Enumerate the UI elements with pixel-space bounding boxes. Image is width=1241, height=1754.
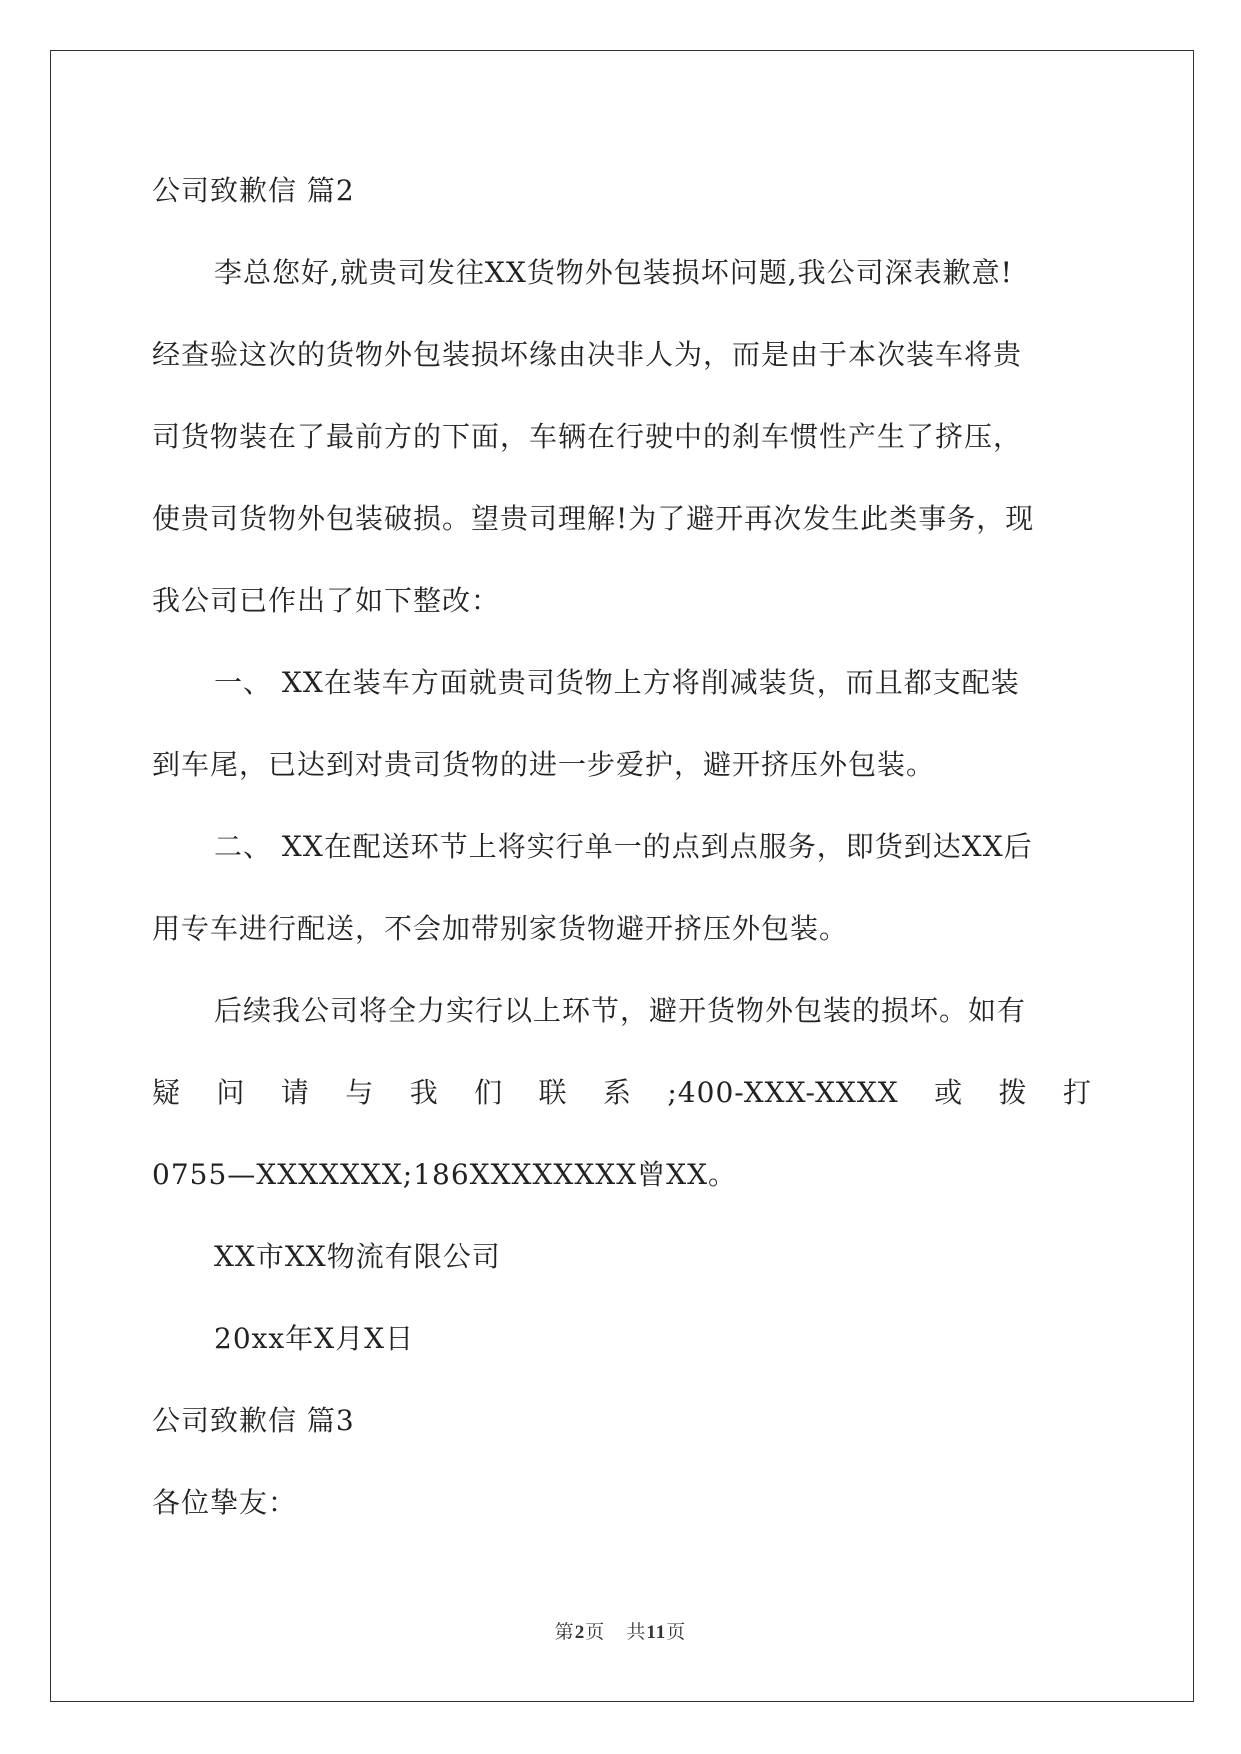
footer-page-suffix: 页 — [585, 1621, 606, 1643]
list-item-1: 一、 XX在装车方面就贵司货物上方将削减装货，而且都支配装 — [214, 666, 1020, 699]
contact-word: 联 — [538, 1076, 568, 1109]
contact-word: 我 — [409, 1076, 439, 1109]
section-heading-3: 公司致歉信 篇3 — [152, 1404, 355, 1437]
contact-word: 拨 — [998, 1076, 1028, 1109]
paragraph-line: 经查验这次的货物外包装损坏缘由决非人为，而是由于本次装车将贵 — [152, 338, 1023, 371]
contact-word: 请 — [280, 1076, 310, 1109]
contact-word: 与 — [345, 1076, 375, 1109]
section-heading-2: 公司致歉信 篇2 — [152, 174, 355, 207]
contact-word: 或 — [934, 1076, 964, 1109]
contact-line — [152, 1067, 1092, 1149]
contact-word: 系 — [602, 1076, 632, 1109]
total-pages: 11 — [646, 1622, 667, 1643]
footer-total-prefix: 共 — [626, 1621, 647, 1643]
contact-word: 问 — [216, 1076, 246, 1109]
closing-line: 后续我公司将全力实行以上环节，避开货物外包装的损坏。如有 — [214, 994, 1027, 1027]
paragraph-line: 我公司已作出了如下整改： — [152, 584, 501, 617]
signature-date: 20xx年X月X日 — [214, 1322, 415, 1355]
footer-prefix: 第 — [554, 1621, 575, 1643]
document-body — [152, 165, 1092, 1559]
list-item-2-continued: 用专车进行配送，不会加带别家货物避开挤压外包装。 — [152, 912, 849, 945]
signature-company: XX市XX物流有限公司 — [214, 1240, 501, 1273]
list-item-1-continued: 到车尾，已达到对贵司货物的进一步爱护，避开挤压外包装。 — [152, 748, 936, 781]
contact-word: 们 — [474, 1076, 504, 1109]
paragraph-line: 司货物装在了最前方的下面，车辆在行驶中的刹车惯性产生了挤压， — [152, 420, 1023, 453]
list-item-2: 二、 XX在配送环节上将实行单一的点到点服务，即货到达XX后 — [214, 830, 1033, 863]
phone-number: ;400-XXX-XXXX — [667, 1076, 899, 1109]
footer-total-suffix: 页 — [666, 1621, 687, 1643]
contact-word: 打 — [1062, 1076, 1092, 1109]
contact-numbers: 0755—XXXXXXX;186XXXXXXXX曾XX。 — [152, 1158, 738, 1191]
paragraph-line: 李总您好,就贵司发往XX货物外包装损坏问题,我公司深表歉意! — [214, 256, 1013, 289]
contact-word: 疑 — [152, 1076, 182, 1109]
page-footer — [0, 1617, 1241, 1644]
page-number: 2 — [574, 1622, 586, 1643]
paragraph-line: 使贵司货物外包装破损。望贵司理解!为了避开再次发生此类事务，现 — [152, 502, 1035, 535]
greeting: 各位挚友： — [152, 1486, 298, 1519]
